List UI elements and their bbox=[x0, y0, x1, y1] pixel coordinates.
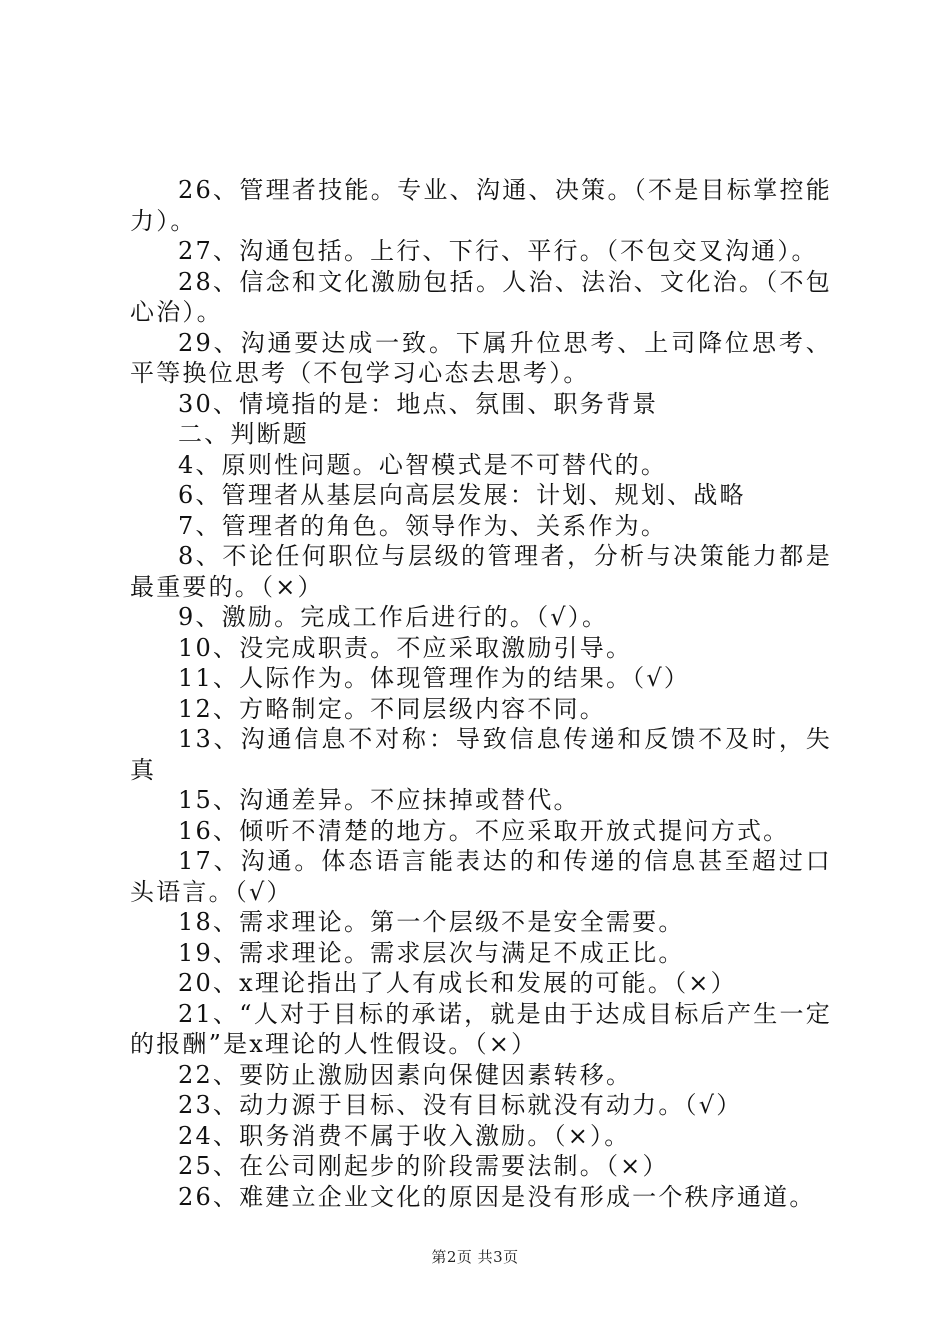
judgement-item-11: 11、人际作为。体现管理作为的结果。（√） bbox=[178, 664, 691, 692]
judgement-item-9: 9、激励。完成工作后进行的。（√）。 bbox=[178, 603, 609, 631]
paragraph-28-motivation: 28、信念和文化激励包括。人治、法治、文化治。（不包心治）。 bbox=[130, 267, 832, 326]
paragraph-29-consensus: 29、沟通要达成一致。下属升位思考、上司降位思考、平等换位思考（不包学习心态去思考）。 bbox=[130, 328, 832, 387]
paragraph-26-skills: 26、管理者技能。专业、沟通、决策。（不是目标掌控能力）。 bbox=[130, 176, 832, 235]
paragraph-30-context: 30、情境指的是：地点、氛围、职务背景 bbox=[178, 389, 659, 418]
judgement-item-26: 26、难建立企业文化的原因是没有形成一个秩序通道。 bbox=[178, 1182, 816, 1211]
judgement-item-17: 17、沟通。体态语言能表达的和传递的信息甚至超过口头语言。（√） bbox=[130, 847, 832, 906]
judgement-item-20: 20、x理论指出了人有成长和发展的可能。（×） bbox=[178, 969, 737, 997]
judgement-item-23: 23、动力源于目标、没有目标就没有动力。（√） bbox=[178, 1091, 743, 1119]
judgement-item-24: 24、职务消费不属于收入激励。（×）。 bbox=[178, 1121, 631, 1150]
judgement-item-4: 4、原则性问题。心智模式是不可替代的。 bbox=[178, 450, 668, 479]
judgement-item-12: 12、方略制定。不同层级内容不同。 bbox=[178, 694, 606, 723]
judgement-item-19: 19、需求理论。需求层次与满足不成正比。 bbox=[178, 938, 685, 967]
judgement-item-21: 21、“人对于目标的承诺，就是由于达成目标后产生一定的报酬”是x理论的人性假设。（×） bbox=[130, 999, 832, 1058]
judgement-item-8: 8、不论任何职位与层级的管理者，分析与决策能力都是最重要的。（×） bbox=[130, 542, 832, 601]
judgement-item-10: 10、没完成职责。不应采取激励引导。 bbox=[178, 633, 633, 662]
judgement-item-18: 18、需求理论。第一个层级不是安全需要。 bbox=[178, 908, 685, 936]
judgement-item-15: 15、沟通差异。不应抹掉或替代。 bbox=[178, 786, 580, 814]
paragraph-27-communication: 27、沟通包括。上行、下行、平行。（不包交叉沟通）。 bbox=[178, 237, 818, 265]
judgement-item-22: 22、要防止激励因素向保健因素转移。 bbox=[178, 1060, 633, 1089]
judgement-item-7: 7、管理者的角色。领导作为、关系作为。 bbox=[178, 511, 668, 540]
judgement-item-25: 25、在公司刚起步的阶段需要法制。（×） bbox=[178, 1152, 669, 1180]
document-body bbox=[130, 175, 832, 1212]
page-number-footer: 第2页 共3页 bbox=[431, 1248, 519, 1266]
judgement-item-6: 6、管理者从基层向高层发展：计划、规划、战略 bbox=[178, 481, 746, 509]
section-heading-judgement: 二、判断题 bbox=[178, 420, 309, 448]
judgement-item-13: 13、沟通信息不对称：导致信息传递和反馈不及时，失真 bbox=[130, 725, 832, 784]
judgement-item-16: 16、倾听不清楚的地方。不应采取开放式提问方式。 bbox=[178, 816, 790, 845]
